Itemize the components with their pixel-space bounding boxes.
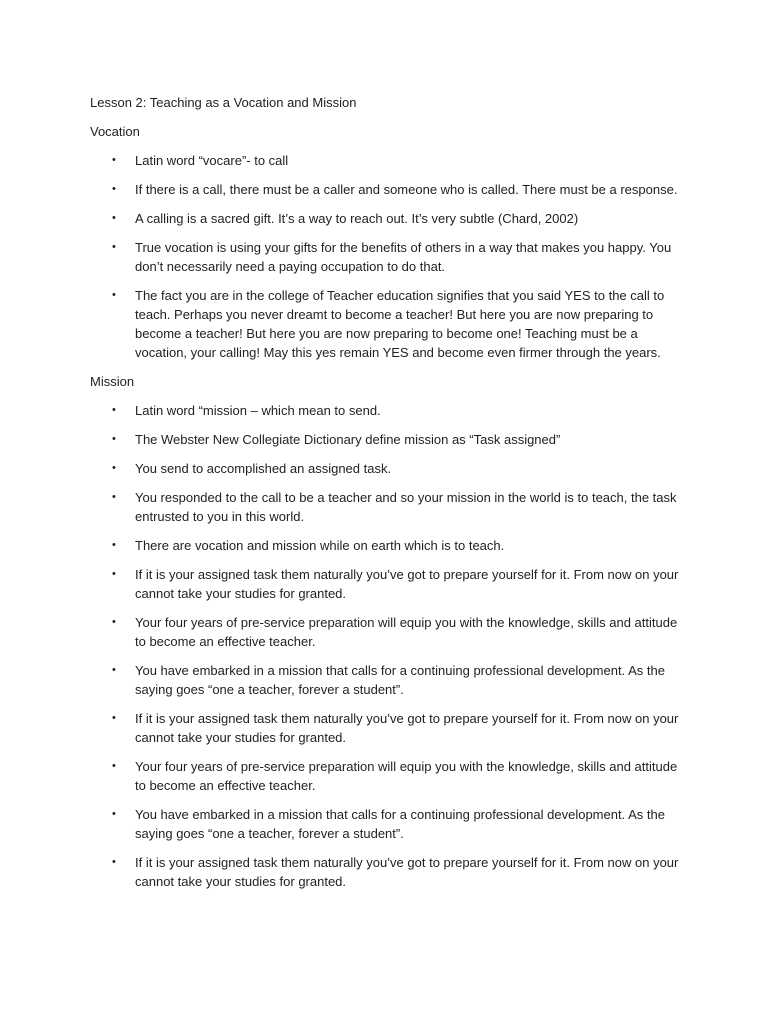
bullet-icon: • [112, 289, 116, 301]
list-item [90, 151, 680, 170]
bullet-icon: • [112, 808, 116, 820]
lesson-title: Lesson 2: Teaching as a Vocation and Mission [90, 95, 357, 110]
list-item-text: You have embarked in a mission that calls for a continuing professional development. As the saying goes “one a teacher, forever a student”. [135, 807, 665, 841]
bullet-icon: • [112, 539, 116, 551]
section-heading-vocation: Vocation [90, 124, 140, 139]
list-item [90, 853, 680, 891]
list-item-text: If there is a call, there must be a caller and someone who is called. There must be a response. [135, 182, 678, 197]
bullet-icon: • [112, 183, 116, 195]
bullet-icon: • [112, 404, 116, 416]
list-item-text: You responded to the call to be a teacher and so your mission in the world is to teach, the task entrusted to you in this world. [135, 490, 677, 524]
list-item-text: The Webster New Collegiate Dictionary define mission as “Task assigned” [135, 432, 561, 447]
list-item [90, 209, 680, 228]
list-item-text: The fact you are in the college of Teacher education signifies that you said YES to the call to teach. Perhaps you never dreamt to become a teacher! But here you are now preparing to become a teacher! But here you are now preparing to become one! Teaching must be a vocation, your calling! May this yes remain YES and become even firmer through the years. [135, 288, 665, 360]
list-item-text: There are vocation and mission while on earth which is to teach. [135, 538, 505, 553]
list-item [90, 805, 680, 843]
list-item [90, 536, 680, 555]
bullet-icon: • [112, 212, 116, 224]
bullet-icon: • [112, 664, 116, 676]
vocation-bullet-list [90, 151, 680, 362]
list-item [90, 488, 680, 526]
bullet-icon: • [112, 568, 116, 580]
list-item-text: If it is your assigned task them naturally you’ve got to prepare yourself for it. From now on your cannot take your studies for granted. [135, 567, 679, 601]
bullet-icon: • [112, 712, 116, 724]
bullet-icon: • [112, 760, 116, 772]
list-item [90, 757, 680, 795]
list-item-text: Latin word “mission – which mean to send. [135, 403, 381, 418]
list-item-text: A calling is a sacred gift. It’s a way to reach out. It’s very subtle (Chard, 2002) [135, 211, 579, 226]
bullet-icon: • [112, 241, 116, 253]
list-item-text: Latin word “vocare”- to call [135, 153, 289, 168]
list-item [90, 401, 680, 420]
bullet-icon: • [112, 154, 116, 166]
list-item [90, 709, 680, 747]
list-item [90, 661, 680, 699]
list-item-text: You have embarked in a mission that calls for a continuing professional development. As the saying goes “one a teacher, forever a student”. [135, 663, 665, 697]
mission-bullet-list [90, 401, 680, 891]
list-item [90, 459, 680, 478]
list-item [90, 613, 680, 651]
bullet-icon: • [112, 856, 116, 868]
list-item [90, 180, 680, 199]
list-item [90, 430, 680, 449]
section-heading-mission: Mission [90, 374, 135, 389]
list-item-text: If it is your assigned task them naturally you’ve got to prepare yourself for it. From now on your cannot take your studies for granted. [135, 855, 679, 889]
list-item-text: If it is your assigned task them naturally you’ve got to prepare yourself for it. From now on your cannot take your studies for granted. [135, 711, 679, 745]
list-item-text: You send to accomplished an assigned task. [135, 461, 392, 476]
bullet-icon: • [112, 616, 116, 628]
list-item [90, 238, 680, 276]
bullet-icon: • [112, 462, 116, 474]
list-item-text: Your four years of pre-service preparation will equip you with the knowledge, skills and attitude to become an effective teacher. [135, 759, 678, 793]
bullet-icon: • [112, 433, 116, 445]
list-item [90, 286, 680, 362]
document-body [90, 93, 680, 901]
list-item-text: True vocation is using your gifts for the benefits of others in a way that makes you happy. You don’t necessarily need a paying occupation to do that. [135, 240, 672, 274]
list-item-text: Your four years of pre-service preparation will equip you with the knowledge, skills and attitude to become an effective teacher. [135, 615, 678, 649]
bullet-icon: • [112, 491, 116, 503]
list-item [90, 565, 680, 603]
